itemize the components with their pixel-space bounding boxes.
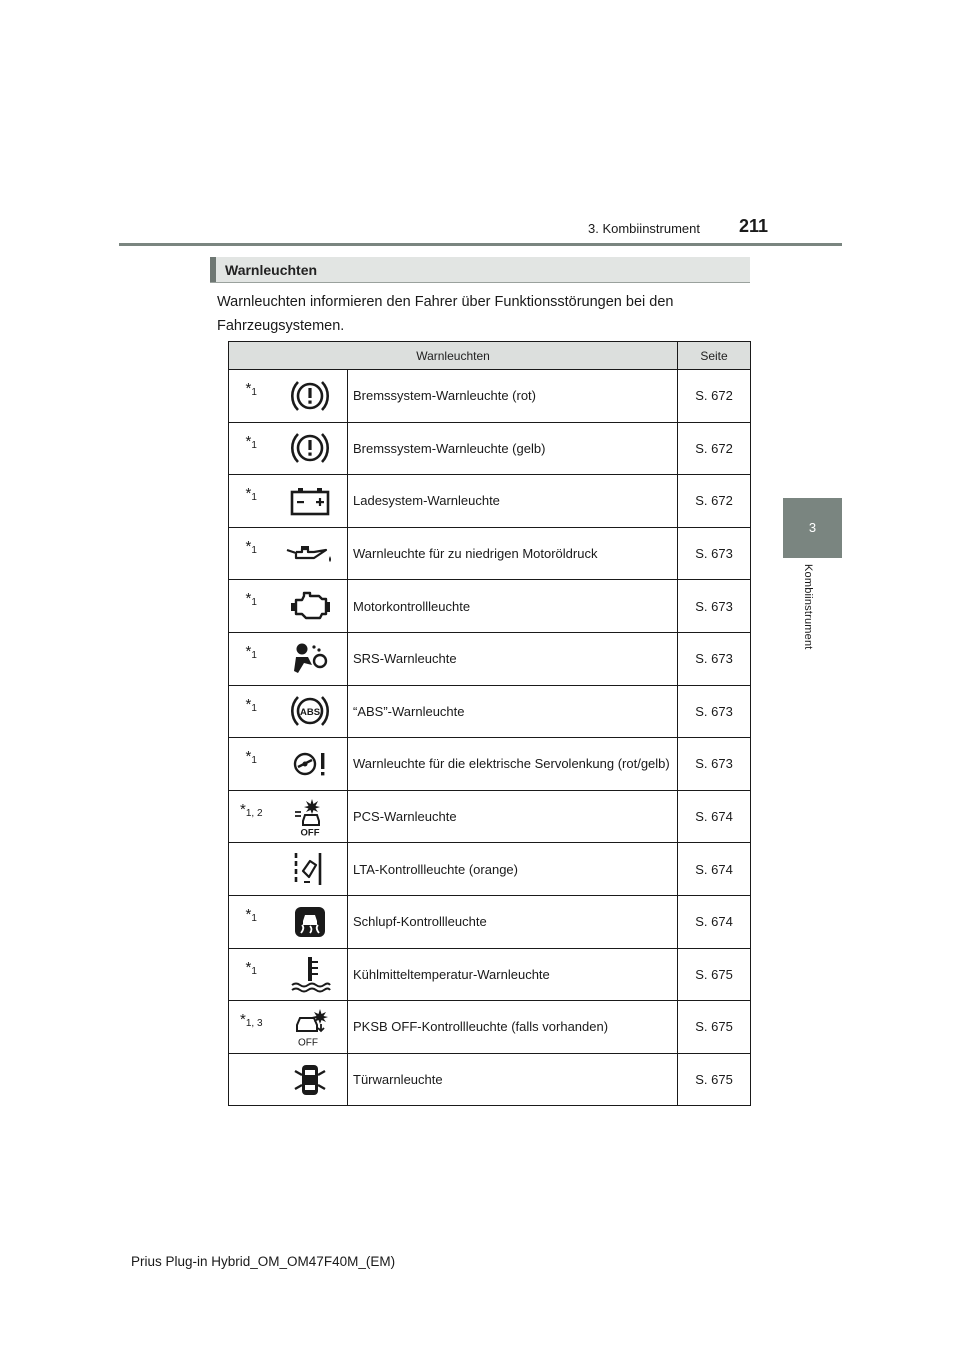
- footnote-marker: [229, 685, 274, 738]
- warning-light-name: Warnleuchte für zu niedrigen Motoröldruck: [348, 527, 678, 580]
- door-open-icon: [274, 1053, 348, 1106]
- warning-light-name: SRS-Warnleuchte: [348, 632, 678, 685]
- abs-icon: [274, 685, 348, 738]
- footnote-number: 1: [251, 597, 257, 609]
- airbag-icon: [274, 632, 348, 685]
- table-row: [229, 475, 751, 528]
- table-row: [229, 370, 751, 423]
- footnote-star: *: [245, 642, 252, 660]
- table-row: [229, 790, 751, 843]
- abs-icon-text: ABS: [300, 707, 321, 719]
- section-intro: Warnleuchten informieren den Fahrer über Funktionsstörungen bei den Fahrzeugsystemen.: [217, 294, 674, 334]
- footnote-star: *: [245, 958, 252, 976]
- page-reference-link[interactable]: S. 672: [678, 422, 751, 475]
- coolant-temperature-icon: [274, 948, 348, 1001]
- header-rule: [119, 243, 842, 246]
- footnote-star: *: [245, 380, 252, 397]
- page-reference-link[interactable]: S. 675: [678, 1001, 751, 1054]
- warning-light-name: Schlupf-Kontrollleuchte: [348, 895, 678, 948]
- footnote-number: 1: [251, 912, 257, 924]
- footnote-marker: [229, 738, 274, 791]
- page-reference-link[interactable]: S. 674: [678, 790, 751, 843]
- warning-light-name: PKSB OFF-Kontrollleuchte (falls vorhanden): [348, 1001, 678, 1054]
- table-header-row: [229, 342, 751, 370]
- warning-light-name: Bremssystem-Warnleuchte (gelb): [348, 422, 678, 475]
- warning-light-name: Ladesystem-Warnleuchte: [348, 475, 678, 528]
- table-row: [229, 843, 751, 896]
- warning-light-name: Warnleuchte für die elektrische Servolenkung (rot/gelb): [348, 738, 678, 791]
- footnote-star: *: [245, 905, 252, 923]
- slip-indicator-icon: [274, 895, 348, 948]
- battery-icon: [274, 475, 348, 528]
- footnote-number: 1: [251, 965, 257, 977]
- warning-light-name: “ABS”-Warnleuchte: [348, 685, 678, 738]
- table-row: [229, 895, 751, 948]
- table-row: [229, 422, 751, 475]
- footnote-number: 1, 2: [245, 807, 263, 819]
- footnote-star: *: [245, 590, 252, 608]
- table-row: [229, 1001, 751, 1054]
- table-row: [229, 1053, 751, 1106]
- footnote-number: 1, 3: [245, 1018, 263, 1030]
- footnote-marker: [229, 370, 274, 423]
- table-row: [229, 580, 751, 633]
- page-reference-link[interactable]: S. 673: [678, 527, 751, 580]
- warning-light-name: LTA-Kontrollleuchte (orange): [348, 843, 678, 896]
- footnote-marker: [229, 1053, 274, 1106]
- section-heading-accent: [210, 257, 216, 283]
- footnote-marker: [229, 895, 274, 948]
- header-warning-lights: Warnleuchten: [229, 342, 678, 370]
- footnote-marker: [229, 475, 274, 528]
- footnote-number: 1: [251, 387, 257, 398]
- chapter-tab-label: Kombiinstrument: [802, 564, 814, 650]
- footnote-number: 1: [251, 544, 257, 556]
- table-row: [229, 632, 751, 685]
- table-row: [229, 527, 751, 580]
- footnote-star: *: [239, 800, 246, 818]
- footnote-marker: [229, 948, 274, 1001]
- page-reference-link[interactable]: S. 673: [678, 685, 751, 738]
- engine-check-icon: [274, 580, 348, 633]
- header-page: Seite: [678, 342, 751, 370]
- section-heading-underline: [210, 282, 750, 283]
- footnote-marker: [229, 843, 274, 896]
- page-reference-link[interactable]: S. 675: [678, 948, 751, 1001]
- page-reference-link[interactable]: S. 672: [678, 475, 751, 528]
- page-reference-link[interactable]: S. 673: [678, 580, 751, 633]
- page-reference-link[interactable]: S. 674: [678, 895, 751, 948]
- footnote-marker: [229, 422, 274, 475]
- footnote-marker: [229, 580, 274, 633]
- footer-model-code: Prius Plug-in Hybrid_OM_OM47F40M_(EM): [131, 1254, 396, 1269]
- warning-light-name: Türwarnleuchte: [348, 1053, 678, 1106]
- footnote-marker: [229, 1001, 274, 1054]
- section-title: Warnleuchten: [225, 262, 318, 278]
- page-reference-link[interactable]: S. 672: [678, 370, 751, 423]
- pcs-off-icon: [274, 790, 348, 843]
- footnote-star: *: [245, 695, 252, 713]
- page-reference-link[interactable]: S. 673: [678, 632, 751, 685]
- table-row: [229, 948, 751, 1001]
- chapter-tab-number: 3: [808, 520, 817, 535]
- warning-light-name: Bremssystem-Warnleuchte (rot): [348, 370, 678, 423]
- footnote-number: 1: [251, 702, 257, 714]
- footnote-star: *: [239, 1011, 246, 1029]
- footnote-number: 1: [251, 439, 257, 451]
- brake-warning-icon: [274, 370, 348, 423]
- page-reference-link[interactable]: S. 675: [678, 1053, 751, 1106]
- brake-warning-icon: [274, 422, 348, 475]
- pksb-off-icon: [274, 1001, 348, 1054]
- page-number: 211: [739, 216, 769, 236]
- warning-light-name: Motorkontrollleuchte: [348, 580, 678, 633]
- pksb-off-icon-text: OFF: [298, 1037, 319, 1047]
- footnote-marker: [229, 632, 274, 685]
- chapter-tab[interactable]: [783, 498, 842, 558]
- page-reference-link[interactable]: S. 674: [678, 843, 751, 896]
- oil-pressure-icon: [274, 527, 348, 580]
- footnote-number: 1: [251, 755, 257, 767]
- footnote-number: 1: [251, 492, 257, 504]
- footnote-star: *: [245, 432, 252, 450]
- table-row: [229, 738, 751, 791]
- chapter-title: 3. Kombiinstrument: [588, 221, 700, 236]
- section-heading-bar: [210, 257, 750, 283]
- lane-trace-icon: [274, 843, 348, 896]
- footnote-star: *: [245, 537, 252, 555]
- warning-light-name: Kühlmitteltemperatur-Warnleuchte: [348, 948, 678, 1001]
- footnote-star: *: [245, 748, 252, 766]
- power-steering-icon: [274, 738, 348, 791]
- warning-lights-table: [228, 341, 751, 1106]
- table-row: [229, 685, 751, 738]
- warning-light-name: PCS-Warnleuchte: [348, 790, 678, 843]
- page-reference-link[interactable]: S. 673: [678, 738, 751, 791]
- pcs-off-icon-text: OFF: [300, 827, 320, 837]
- footnote-marker: [229, 527, 274, 580]
- footnote-marker: [229, 790, 274, 843]
- footnote-number: 1: [251, 649, 257, 661]
- footnote-star: *: [245, 485, 252, 503]
